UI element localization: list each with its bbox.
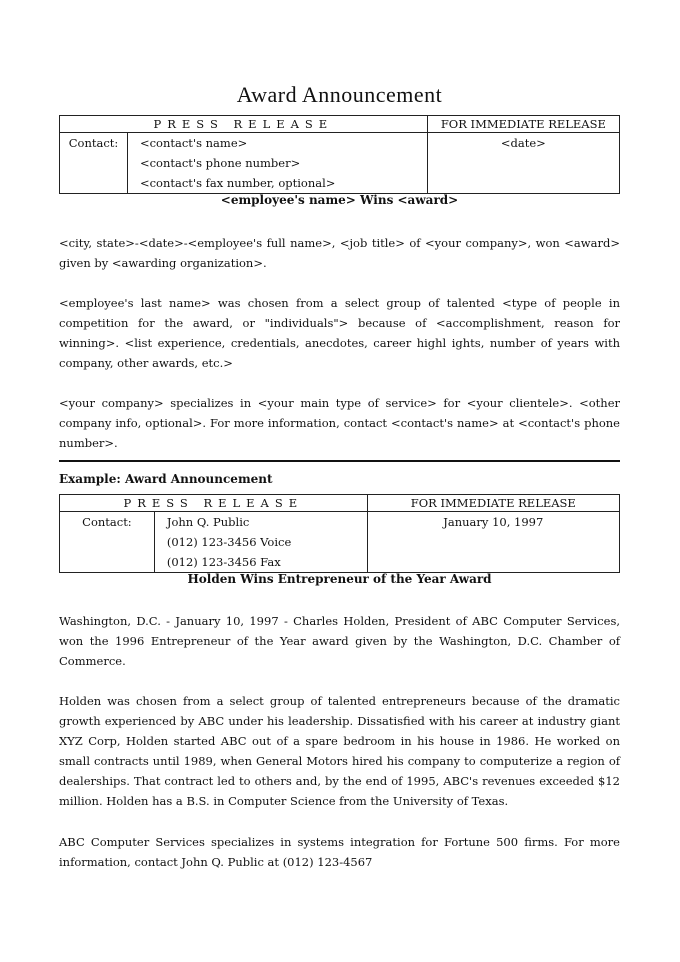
example-release-date: January 10, 1997 (367, 512, 619, 573)
template-heading: <employee's name> Wins <award> (220, 193, 459, 207)
example-contact-details (154, 512, 367, 573)
section-divider (59, 460, 620, 462)
immediate-release-label: FOR IMMEDIATE RELEASE (427, 116, 619, 133)
example-heading: Holden Wins Entrepreneur of the Year Award (187, 572, 492, 586)
contact-phone: <contact's phone number> (139, 156, 301, 170)
contact-details (127, 133, 427, 194)
release-date: <date> (427, 133, 619, 194)
contact-name: <contact's name> (139, 136, 248, 150)
example-contact-label: Contact: (60, 512, 155, 573)
example-paragraph-2: Holden was chosen from a select group of talented entrepreneurs because of the dramatic growth experienced by ABC under his leadership. Dissatisfied with his career at industry giant XYZ Corp, Holden started ABC out of a spare bedroom in his house in 1986. He worked on small contracts until 1989, when General Motors hired his company to computerize a region of dealerships. That contract led to others and, by the end of 1995, ABC's revenues exceeded $12 million. Holden has a B.S. in Computer Science from the University of Texas. (59, 694, 620, 808)
example-contact-name: John Q. Public (166, 515, 250, 529)
contact-fax: <contact's fax number, optional> (139, 176, 336, 190)
example-contact-phone: (012) 123-3456 Voice (166, 535, 292, 549)
template-paragraph-2: <employee's last name> was chosen from a select group of talented <type of people in competition for the award, or "individuals"> because of <accomplishment, reason for winning>. <list experience, credentials, anecdotes, career highl ights, number of years with company, other awards, etc.> (59, 296, 620, 370)
example-immediate-release-label: FOR IMMEDIATE RELEASE (367, 495, 619, 512)
example-press-release-label: PRESS RELEASE (60, 495, 368, 512)
template-paragraph-1: <city, state>-<date>-<employee's full name>, <job title> of <your company>, won <award> given by <awarding organization>. (59, 236, 620, 270)
contact-label: Contact: (60, 133, 128, 194)
page-title: Award Announcement (236, 82, 443, 107)
example-contact-fax: (012) 123-3456 Fax (166, 555, 281, 569)
example-press-release-table (59, 494, 620, 573)
example-paragraph-1: Washington, D.C. - January 10, 1997 - Charles Holden, President of ABC Computer Services, won the 1996 Entrepreneur of the Year award given by the Washington, D.C. Chamber of Commerce. (59, 614, 620, 668)
example-label: Example: Award Announcement (59, 472, 273, 486)
template-paragraph-3: <your company> specializes in <your main type of service> for <your clientele>. <other company info, optional>. For more information, contact <contact's name> at <contact's phone number>. (59, 396, 620, 450)
press-release-label: PRESS RELEASE (60, 116, 428, 133)
example-paragraph-3: ABC Computer Services specializes in systems integration for Fortune 500 firms. For more information, contact John Q. Public at (012) 123-4567 (59, 835, 620, 869)
template-press-release-table (59, 115, 620, 194)
